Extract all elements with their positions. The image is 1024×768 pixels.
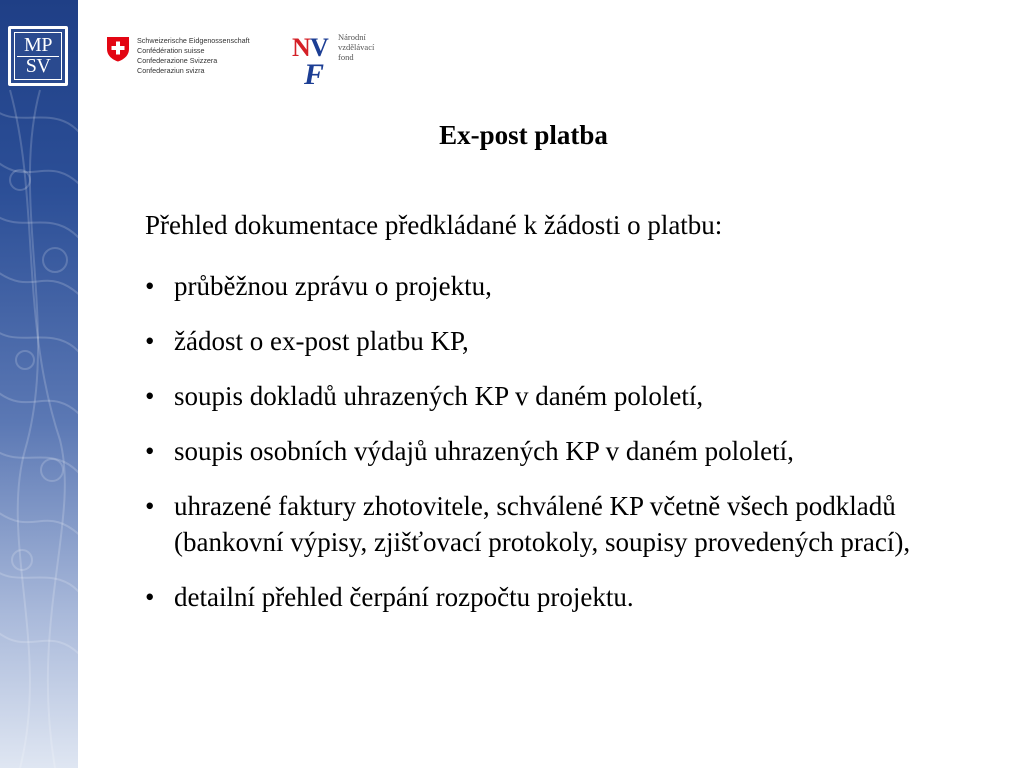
- sidebar-pattern: [0, 0, 78, 768]
- nvf-logo-icon: [292, 32, 342, 86]
- list-item-text: soupis osobních výdajů uhrazených KP v daném pololetí,: [174, 436, 794, 466]
- list-item-text: žádost o ex-post platbu KP,: [174, 326, 469, 356]
- nvf-line-1: Národní: [338, 32, 366, 42]
- swiss-confederation-logo-text: [137, 36, 250, 76]
- list-item: [145, 579, 980, 615]
- swiss-line-de: Schweizerische Eidgenossenschaft: [137, 36, 250, 45]
- swiss-line-rm: Confederaziun svizra: [137, 66, 205, 75]
- list-item-text: průběžnou zprávu o projektu,: [174, 271, 492, 301]
- list-item: [145, 323, 980, 359]
- list-item: [145, 488, 980, 560]
- nvf-line-3: fond: [338, 52, 354, 62]
- list-item-text: uhrazené faktury zhotovitele, schválené KP včetně všech podkladů (bankovní výpisy, zjišťovací protokoly, soupisy provedených prací),: [174, 491, 911, 557]
- bullet: •: [145, 436, 155, 466]
- list-item-text: soupis dokladů uhrazených KP v daném pololetí,: [174, 381, 704, 411]
- mpsv-logo-top: MP: [24, 34, 52, 56]
- swiss-line-it: Confederazione Svizzera: [137, 56, 218, 65]
- list-item: [145, 378, 980, 414]
- swiss-coat-of-arms-icon: [106, 36, 130, 62]
- bullet: •: [145, 491, 155, 521]
- swiss-line-fr: Confédération suisse: [137, 46, 205, 55]
- document-list: [145, 268, 980, 634]
- list-item: [145, 433, 980, 469]
- bullet: •: [145, 326, 155, 356]
- nvf-logo-text: [338, 32, 374, 62]
- bullet: •: [145, 381, 155, 411]
- decorative-sidebar: [0, 0, 78, 768]
- mpsv-logo-bottom: SV: [25, 55, 51, 77]
- mpsv-logo: [8, 26, 68, 86]
- bullet: •: [145, 582, 155, 612]
- slide-title: Ex-post platba: [439, 120, 608, 150]
- svg-text:V: V: [310, 33, 329, 62]
- slide-intro: Přehled dokumentace předkládané k žádosti o platbu:: [145, 210, 723, 240]
- nvf-line-2: vzdělávací: [338, 42, 375, 52]
- list-item-text: detailní přehled čerpání rozpočtu projektu.: [174, 582, 634, 612]
- svg-text:F: F: [304, 58, 325, 86]
- svg-text:N: N: [292, 33, 311, 62]
- list-item: [145, 268, 980, 304]
- bullet: •: [145, 271, 155, 301]
